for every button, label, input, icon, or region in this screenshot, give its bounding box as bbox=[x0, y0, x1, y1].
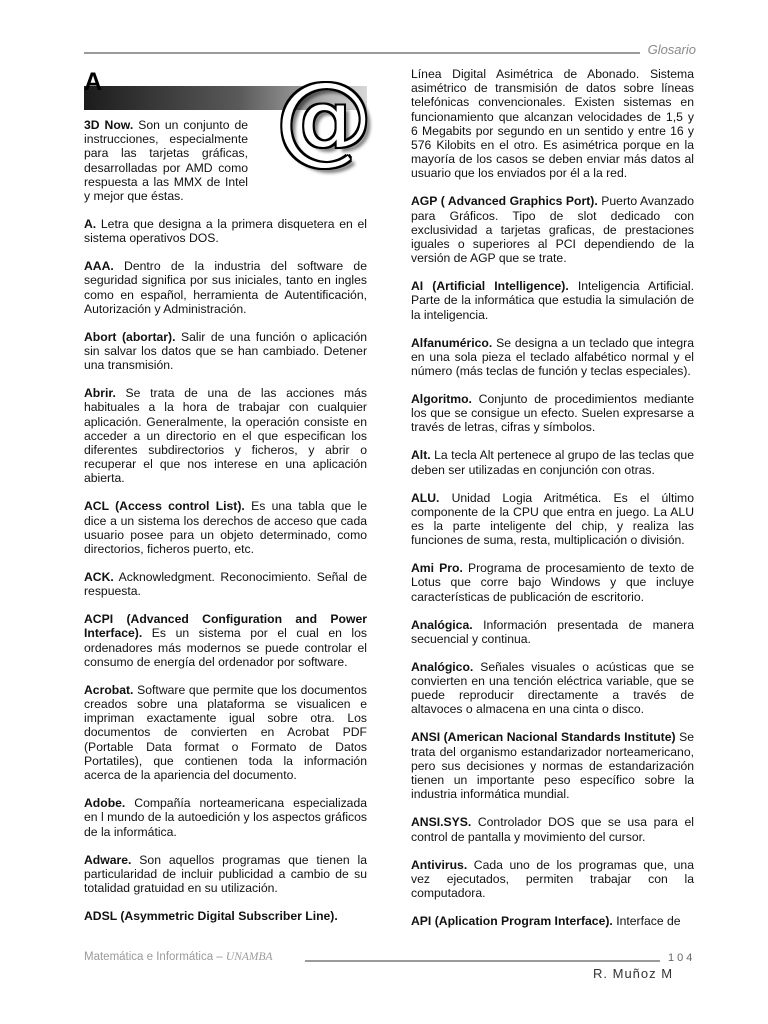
at-sign-icon: @ bbox=[276, 62, 372, 174]
entry-definition: Se designa a un teclado que integra en una sola pieza el teclado alfabético normal y el número (más teclas de función y teclas especiales). bbox=[411, 335, 694, 379]
entry-term: Alfanumérico. bbox=[411, 335, 493, 350]
entry-term: AI (Artificial Intelligence). bbox=[411, 279, 569, 294]
glossary-entry bbox=[411, 561, 694, 604]
footer-rule bbox=[305, 960, 660, 962]
entry-term: Acrobat. bbox=[84, 682, 134, 697]
entry-definition: Letra que designa a la primera disquetera en el sistema operativos DOS. bbox=[84, 217, 367, 246]
glossary-entry bbox=[84, 330, 367, 373]
footer-course-name: Matemática e Informática – bbox=[84, 951, 226, 963]
entry-term: Adware. bbox=[84, 852, 132, 867]
entry-term: Analógico. bbox=[411, 659, 474, 674]
entry-term: ANSI.SYS. bbox=[411, 815, 472, 830]
glossary-entry bbox=[411, 491, 694, 548]
glossary-entry bbox=[84, 118, 248, 203]
glossary-entry bbox=[411, 448, 694, 476]
entry-definition: Es una tabla que le dice a un sistema los derechos de acceso que cada usuario posee para un objeto determinado, como directorios, ficheros puerto, etc. bbox=[84, 499, 367, 557]
glossary-entry bbox=[84, 499, 367, 556]
glossary-entry bbox=[411, 660, 694, 717]
section-letter: A bbox=[84, 68, 103, 96]
glossary-entry bbox=[84, 612, 367, 669]
header-section-title: Glosario bbox=[647, 42, 696, 57]
footer-institution: UNAMBA bbox=[225, 951, 273, 963]
glossary-entry bbox=[411, 336, 694, 379]
entry-term: Analógica. bbox=[411, 617, 473, 632]
glossary-entry bbox=[84, 796, 367, 839]
entry-definition: Inteligencia Artificial. Parte de la informática que estudia la simulación de la inteligencia. bbox=[411, 279, 694, 322]
glossary-entry bbox=[411, 67, 694, 181]
glossary-entry bbox=[411, 858, 694, 901]
entry-term: Antivirus. bbox=[411, 857, 468, 872]
entry-definition: Es un sistema por el cual en los ordenadores más modernos se puede controlar el consumo de energía del ordenador por software. bbox=[84, 626, 367, 669]
footer-course bbox=[84, 951, 273, 963]
glossary-entry bbox=[411, 392, 694, 435]
entry-definition: Unidad Logia Aritmética. Es el último componente de la CPU que entra en juego. La ALU es la parte inteligente del chip, y realiza las funciones de suma, resta, multiplicación o división. bbox=[411, 490, 694, 548]
glossary-entry bbox=[411, 194, 694, 265]
entry-term: 3D Now. bbox=[84, 118, 134, 132]
entry-term: ACL (Access control List). bbox=[84, 499, 245, 514]
glossary-entry bbox=[84, 570, 367, 598]
left-column bbox=[84, 118, 367, 937]
entry-definition: La tecla Alt pertenece al grupo de las teclas que deben ser utilizadas en conjunción con otras. bbox=[411, 448, 694, 477]
entry-term: Algoritmo. bbox=[411, 392, 472, 407]
entry-definition: Línea Digital Asimétrica de Abonado. Sistema asimétrico de transmisión de datos sobre líneas telefónicas convencionales. Existen sistemas en funcionamiento que alcanzan velocidades de 1,5 y 6 Megabits por segundo en un sentido y entre 16 y 576 Kilobits en el otro. Es asimétrica porque en la mayoría de los casos se deben enviar más datos al usuario que los enviados por él a la red. bbox=[411, 67, 694, 181]
entry-term: Abort (abortar). bbox=[84, 329, 176, 344]
entry-definition: Son aquellos programas que tienen la particularidad de incluir publicidad a cambio de su totalidad gratuidad en su utilización. bbox=[84, 852, 367, 895]
glossary-entry bbox=[84, 217, 367, 245]
entry-definition: Acknowledgment. Reconocimiento. Señal de respuesta. bbox=[84, 570, 367, 599]
entry-term: ANSI (American Nacional Standards Institute) bbox=[411, 730, 676, 745]
entry-term: Alt. bbox=[411, 448, 431, 463]
entry-definition: Señales visuales o acústicas que se convierten en una tención eléctrica variable, que se puede reproducir directamente a través de altavoces o almacena en una cinta o disco. bbox=[411, 659, 694, 717]
entry-term: ACPI (Advanced Configuration and Power Interface). bbox=[84, 612, 367, 641]
entry-definition: Puerto Avanzado para Gráficos. Tipo de slot dedicado con exclusividad a tarjetas graficas, de prestaciones iguales o superiores al PCI dependiendo de la versión de AGP que se trate. bbox=[411, 194, 694, 266]
glossary-entry bbox=[84, 259, 367, 316]
glossary-entry bbox=[84, 683, 367, 782]
glossary-entry bbox=[411, 914, 694, 928]
entry-term: A. bbox=[84, 217, 97, 232]
entry-term: AGP ( Advanced Graphics Port). bbox=[411, 194, 598, 209]
glossary-entry bbox=[84, 909, 367, 923]
glossary-entry bbox=[84, 386, 367, 485]
entry-term: API (Aplication Program Interface). bbox=[411, 913, 613, 928]
entry-term: Adobe. bbox=[84, 796, 126, 811]
page-number: 104 bbox=[668, 952, 696, 964]
right-column bbox=[411, 67, 694, 942]
entry-definition: Compañía norteamericana especializada en l mundo de la autoedición y los aspectos gráficos de la informática. bbox=[84, 796, 367, 839]
glossary-entry bbox=[411, 730, 694, 801]
entry-definition: Conjunto de procedimientos mediante los que se consigue un efecto. Suelen expresarse a través de letras, cifras y símbolos. bbox=[411, 392, 694, 435]
entry-term: Ami Pro. bbox=[411, 561, 463, 576]
footer-author: R. Muñoz M bbox=[593, 966, 674, 981]
entry-definition: Salir de una función o aplicación sin salvar los datos que se han cambiado. Detener una transmisión. bbox=[84, 329, 367, 373]
entry-term: ADSL (Asymmetric Digital Subscriber Line). bbox=[84, 908, 338, 923]
header-rule bbox=[84, 52, 640, 54]
entry-definition: Controlador DOS que se usa para el control de pantalla y movimiento del cursor. bbox=[411, 815, 694, 844]
glossary-entry bbox=[411, 279, 694, 322]
entry-definition: Software que permite que los documentos creados sobre una plataforma se visualicen e impriman exactamente igual sobre otra. Los documentos de convierten en Acrobat PDF (Portable Data format o Formato de Datos Portatiles), que contienen toda la información acerca de la apariencia del documento. bbox=[84, 682, 367, 783]
entry-definition: Dentro de la industria del software de seguridad significa por sus iniciales, tanto en ingles como en español, herramienta de Autentificación, Autorización y Administración. bbox=[84, 259, 367, 316]
entry-definition: Son un conjunto de instrucciones, especialmente para las tarjetas gráficas, desarrolladas por AMD como respuesta a las MMX de Intel y mejor que éstas. bbox=[84, 118, 249, 204]
entry-definition: Programa de procesamiento de texto de Lotus que corre bajo Windows y que incluye características de publicación de escritorio. bbox=[411, 561, 694, 604]
entry-definition: Cada uno de los programas que, una vez ejecutados, permiten trabajar con la computadora. bbox=[411, 857, 694, 900]
glossary-entry bbox=[411, 618, 694, 646]
entry-definition: Se trata del organismo estandarizador norteamericano, pero sus decisiones y normas de estandarización tienen un importante peso específico sobre la industria informática mundial. bbox=[411, 730, 694, 802]
glossary-entry bbox=[84, 853, 367, 896]
entry-definition: Información presentada de manera secuencial y continua. bbox=[411, 617, 694, 646]
entry-term: ACK. bbox=[84, 570, 114, 585]
entry-term: ALU. bbox=[411, 490, 440, 505]
entry-definition: Se trata de una de las acciones más habituales a la hora de trabajar con cualquier aplicación. Generalmente, la operación consiste en acceder a un directorio en el que especifican los diferentes subdirectorios y ficheros, y abrir o recuperar el que nos interese en una aplicación abierta. bbox=[84, 386, 367, 486]
entry-definition: Interface de bbox=[612, 913, 681, 928]
glossary-entry bbox=[411, 815, 694, 843]
entry-term: Abrir. bbox=[84, 386, 116, 401]
entry-term: AAA. bbox=[84, 259, 114, 274]
